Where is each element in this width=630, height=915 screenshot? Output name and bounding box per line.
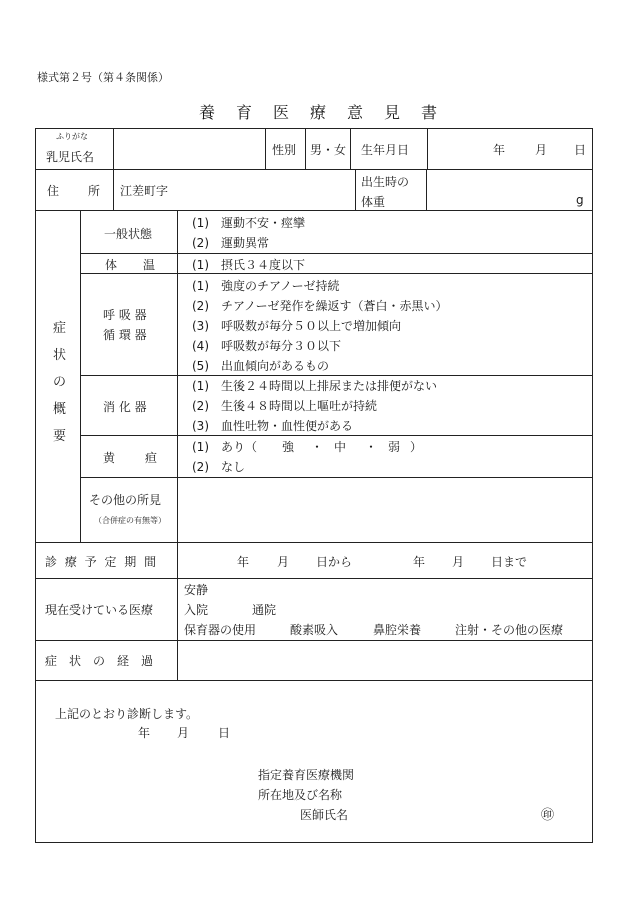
footer-month: 月: [177, 726, 190, 740]
jaundice-item-1-close: ）: [410, 440, 423, 454]
jaundice-item-2[interactable]: (2) なし: [192, 460, 245, 474]
vertical-char: の: [53, 375, 67, 390]
digestive-item-1[interactable]: (1) 生後２４時間以上排尿または排便がない: [192, 379, 437, 393]
title-char: 養: [199, 103, 216, 122]
jaundice-level-strong[interactable]: 強: [282, 440, 295, 454]
jaundice-level-sep: ・: [311, 440, 324, 454]
title-char: 意: [347, 103, 364, 122]
respiratory-item-1[interactable]: (1) 強度のチアノーゼ持続: [192, 279, 340, 293]
sex-value[interactable]: 男・女: [310, 143, 347, 157]
digestive-item-3[interactable]: (3) 血性吐物・血性便がある: [192, 419, 353, 433]
other-findings-note: （合併症の有無等）: [94, 516, 166, 525]
sex-label: 性別: [272, 143, 297, 157]
vertical-char: 概: [53, 402, 67, 417]
period-month-2: 月: [452, 555, 465, 569]
furigana-label: ふりがな: [56, 132, 88, 141]
course-field[interactable]: [180, 643, 590, 678]
general-item-1[interactable]: (1) 運動不安・痙攣: [192, 216, 305, 230]
address-value[interactable]: 江差町字: [120, 184, 169, 198]
respiratory-item-2[interactable]: (2) チアノーゼ発作を繰返す（蒼白・赤黒い）: [192, 299, 448, 313]
jaundice-item-1-prefix[interactable]: (1) あり（: [192, 440, 257, 454]
temperature-item-1[interactable]: (1) 摂氏３４度以下: [192, 258, 305, 272]
treatment-incubator[interactable]: 保育器の使用: [184, 623, 257, 637]
treatment-rest[interactable]: 安静: [184, 583, 209, 597]
jaundice-level-weak[interactable]: 弱: [388, 440, 401, 454]
birth-weight-label-1: 出生時の: [361, 175, 410, 189]
digestive-label: 消 化 器: [103, 400, 147, 414]
vertical-char: 状: [53, 348, 67, 363]
temperature-label-1: 体: [105, 258, 118, 272]
treatment-inpatient[interactable]: 入院: [184, 603, 209, 617]
footer-day: 日: [218, 726, 231, 740]
treatment-nasal-feeding[interactable]: 鼻腔栄養: [373, 623, 422, 637]
period-label: 診 療 予 定 期 間: [45, 555, 159, 569]
period-month-1: 月: [277, 555, 290, 569]
title-char: 見: [384, 103, 401, 122]
dob-month: 月: [535, 143, 548, 157]
period-year-1: 年: [237, 555, 250, 569]
birth-weight-label-2: 体重: [361, 195, 386, 209]
weight-unit: g: [576, 193, 584, 207]
jaundice-label-2: 疸: [145, 451, 158, 465]
treatment-oxygen[interactable]: 酸素吸入: [290, 623, 339, 637]
treatment-injection-other[interactable]: 注射・その他の医療: [455, 623, 564, 637]
footer-year: 年: [138, 726, 151, 740]
title-char: 書: [421, 103, 438, 122]
period-from: 日から: [316, 555, 353, 569]
respiratory-item-4[interactable]: (4) 呼吸数が毎分３０以下: [192, 339, 341, 353]
current-treatment-label: 現在受けている医療: [45, 603, 154, 617]
dob-label: 生年月日: [361, 143, 410, 157]
respiratory-item-3[interactable]: (3) 呼吸数が毎分５０以上で増加傾向: [192, 319, 401, 333]
jaundice-label-1: 黄: [103, 451, 116, 465]
address-label-2: 所: [88, 184, 101, 198]
vertical-char: 要: [53, 429, 67, 444]
form-number: 様式第２号（第４条関係）: [37, 71, 169, 84]
dob-year: 年: [493, 143, 506, 157]
vertical-char: 症: [53, 321, 67, 336]
period-to: 日まで: [491, 555, 528, 569]
other-findings-field[interactable]: [180, 480, 590, 540]
jaundice-level-sep: ・: [365, 440, 378, 454]
general-item-2[interactable]: (2) 運動異常: [192, 236, 269, 250]
course-label: 症 状 の 経 過: [45, 654, 154, 668]
dob-day: 日: [574, 143, 587, 157]
title-char: 療: [310, 103, 327, 122]
infant-name-label: 乳児氏名: [46, 150, 95, 164]
circulatory-label: 循 環 器: [103, 328, 147, 342]
digestive-item-2[interactable]: (2) 生後４８時間以上嘔吐が持続: [192, 399, 377, 413]
jaundice-level-medium[interactable]: 中: [334, 440, 347, 454]
title-char: 育: [236, 103, 253, 122]
period-year-2: 年: [413, 555, 426, 569]
seal-mark: ㊞: [541, 808, 555, 823]
temperature-label-2: 温: [143, 258, 156, 272]
doctor-name-label: 医師氏名: [300, 808, 349, 822]
respiratory-item-5[interactable]: (5) 出血傾向があるもの: [192, 359, 329, 373]
institution-label: 指定養育医療機関: [258, 768, 355, 782]
infant-name-field[interactable]: [116, 131, 263, 167]
respiratory-label: 呼 吸 器: [103, 308, 147, 322]
diagnosis-statement: 上記のとおり診断します。: [55, 707, 199, 721]
title-char: 医: [273, 103, 290, 122]
general-condition-label: 一般状態: [104, 227, 153, 241]
treatment-outpatient[interactable]: 通院: [252, 603, 277, 617]
address-label-1: 住: [47, 184, 60, 198]
other-findings-label: その他の所見: [89, 493, 162, 507]
institution-address-label: 所在地及び名称: [258, 788, 343, 802]
